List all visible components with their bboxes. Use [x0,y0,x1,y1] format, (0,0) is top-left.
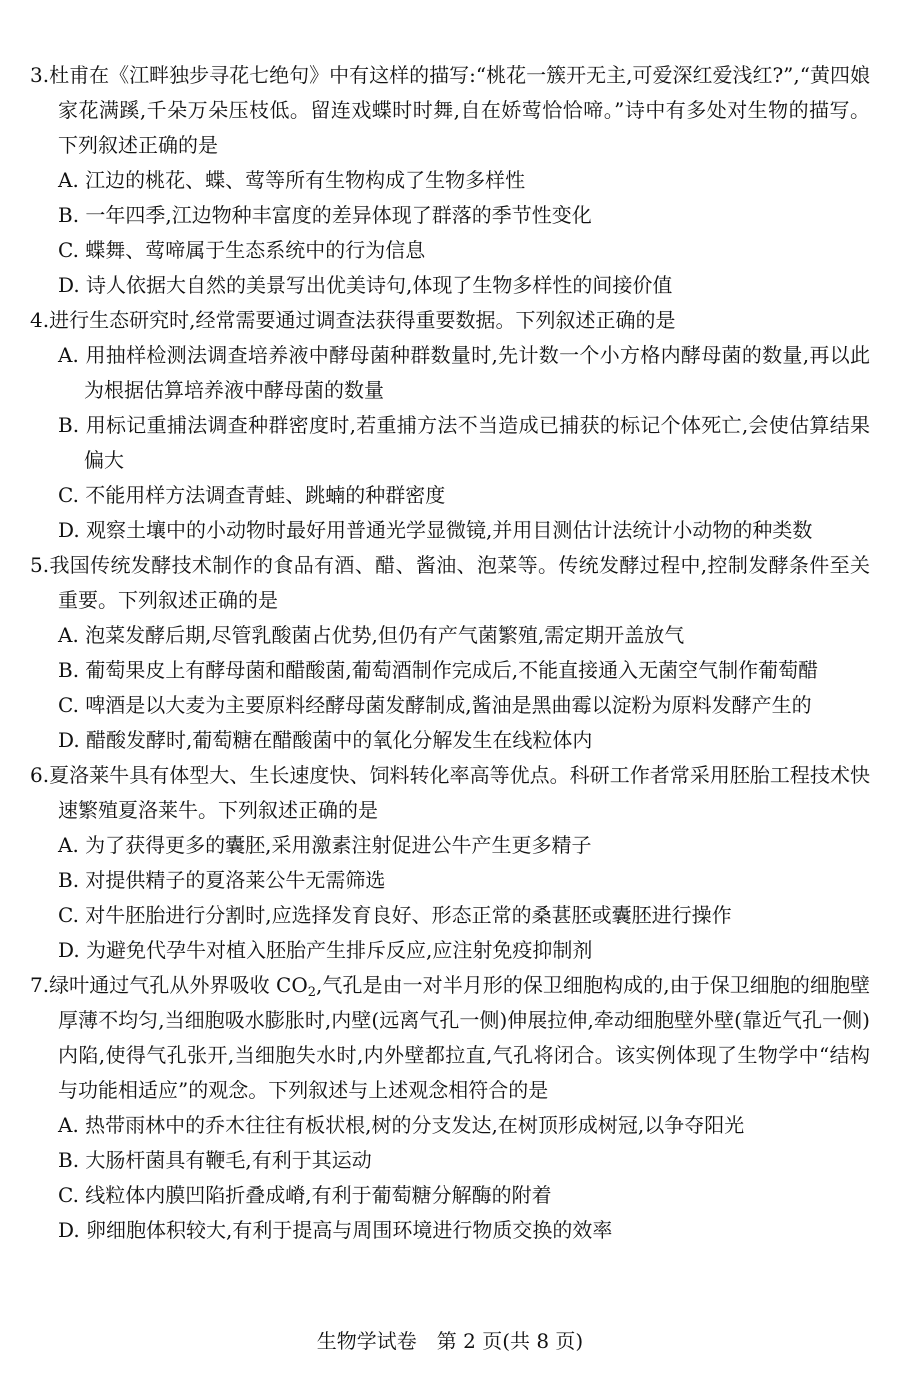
question-number: 7. [30,973,50,997]
question-list [30,58,870,1248]
option-list [30,163,870,303]
option-b: B. 葡萄果皮上有酵母菌和醋酸菌,葡萄酒制作完成后,不能直接通入无菌空气制作葡萄醋 [58,658,819,682]
option-d: D. 醋酸发酵时,葡萄糖在醋酸菌中的氧化分解发生在线粒体内 [58,728,593,752]
question-stem [30,548,870,618]
option-b: B. 大肠杆菌具有鞭毛,有利于其运动 [58,1148,372,1172]
question-4 [30,303,870,548]
option-c: C. 蝶舞、莺啼属于生态系统中的行为信息 [58,238,426,262]
option-d: D. 诗人依据大自然的美景写出优美诗句,体现了生物多样性的间接价值 [58,273,673,297]
question-number: 6. [30,763,50,787]
question-text: 杜甫在《江畔独步寻花七绝句》中有这样的描写:“桃花一簇开无主,可爱深红爱浅红?”,“黄四娘家花满蹊,千朵万朵压枝低。留连戏蝶时时舞,自在娇莺恰恰啼。”诗中有多处对生物的描写。下列叙述正确的是 [49,63,870,157]
option-d: D. 卵细胞体积较大,有利于提高与周围环境进行物质交换的效率 [58,1218,613,1242]
option-list [30,618,870,758]
question-text: 进行生态研究时,经常需要通过调查法获得重要数据。下列叙述正确的是 [49,308,676,332]
option-c: C. 啤酒是以大麦为主要原料经酵母菌发酵制成,酱油是黑曲霉以淀粉为原料发酵产生的 [58,693,812,717]
option-a: A. 用抽样检测法调查培养液中酵母菌种群数量时,先计数一个小方格内酵母菌的数量,再以此为根据估算培养液中酵母菌的数量 [58,343,870,402]
option-a: A. 热带雨林中的乔木往往有板状根,树的分支发达,在树顶形成树冠,以争夺阳光 [58,1113,745,1137]
option-b: B. 一年四季,江边物种丰富度的差异体现了群落的季节性变化 [58,203,592,227]
question-5 [30,548,870,758]
option-c: C. 线粒体内膜凹陷折叠成嵴,有利于葡萄糖分解酶的附着 [58,1183,552,1207]
page-footer: 生物学试卷 第 2 页(共 8 页) [316,1329,584,1353]
option-d: D. 为避免代孕牛对植入胚胎产生排斥反应,应注射免疫抑制剂 [58,938,593,962]
question-text: 夏洛莱牛具有体型大、生长速度快、饲料转化率高等优点。科研工作者常采用胚胎工程技术快速繁殖夏洛莱牛。下列叙述正确的是 [49,763,870,822]
option-list [30,828,870,968]
option-b: B. 用标记重捕法调查种群密度时,若重捕方法不当造成已捕获的标记个体死亡,会使估算结果偏大 [58,413,870,472]
option-a: A. 江边的桃花、蝶、莺等所有生物构成了生物多样性 [58,168,526,192]
option-a: A. 为了获得更多的囊胚,采用激素注射促进公牛产生更多精子 [58,833,592,857]
question-7 [30,968,870,1248]
co2-subscript: 2 [307,985,317,1000]
question-stem [30,303,870,338]
option-list [30,338,870,548]
question-stem [30,968,870,1108]
option-list [30,1108,870,1248]
question-text-start: 绿叶通过气孔从外界吸收 CO [49,973,308,997]
question-6 [30,758,870,968]
question-3 [30,58,870,303]
option-b: B. 对提供精子的夏洛莱公牛无需筛选 [58,868,386,892]
question-text: ,气孔是由一对半月形的保卫细胞构成的,由于保卫细胞的细胞壁厚薄不均匀,当细胞吸水膨胀时,内壁(远离气孔一侧)伸展拉伸,牵动细胞壁外壁(靠近气孔一侧)内陷,使得气孔张开,当细胞失水时,内外壁都拉直,气孔将闭合。该实例体现了生物学中“结构与功能相适应”的观念。下列叙述与上述观念相符合的是 [58,973,871,1102]
question-number: 4. [30,308,50,332]
question-stem [30,58,870,163]
option-c: C. 对牛胚胎进行分割时,应选择发育良好、形态正常的桑葚胚或囊胚进行操作 [58,903,732,927]
option-d: D. 观察土壤中的小动物时最好用普通光学显微镜,并用目测估计法统计小动物的种类数 [58,518,813,542]
option-c: C. 不能用样方法调查青蛙、跳蝻的种群密度 [58,483,446,507]
question-stem [30,758,870,828]
question-number: 3. [30,63,50,87]
question-number: 5. [30,553,50,577]
option-a: A. 泡菜发酵后期,尽管乳酸菌占优势,但仍有产气菌繁殖,需定期开盖放气 [58,623,685,647]
question-text: 我国传统发酵技术制作的食品有酒、醋、酱油、泡菜等。传统发酵过程中,控制发酵条件至关重要。下列叙述正确的是 [49,553,870,612]
